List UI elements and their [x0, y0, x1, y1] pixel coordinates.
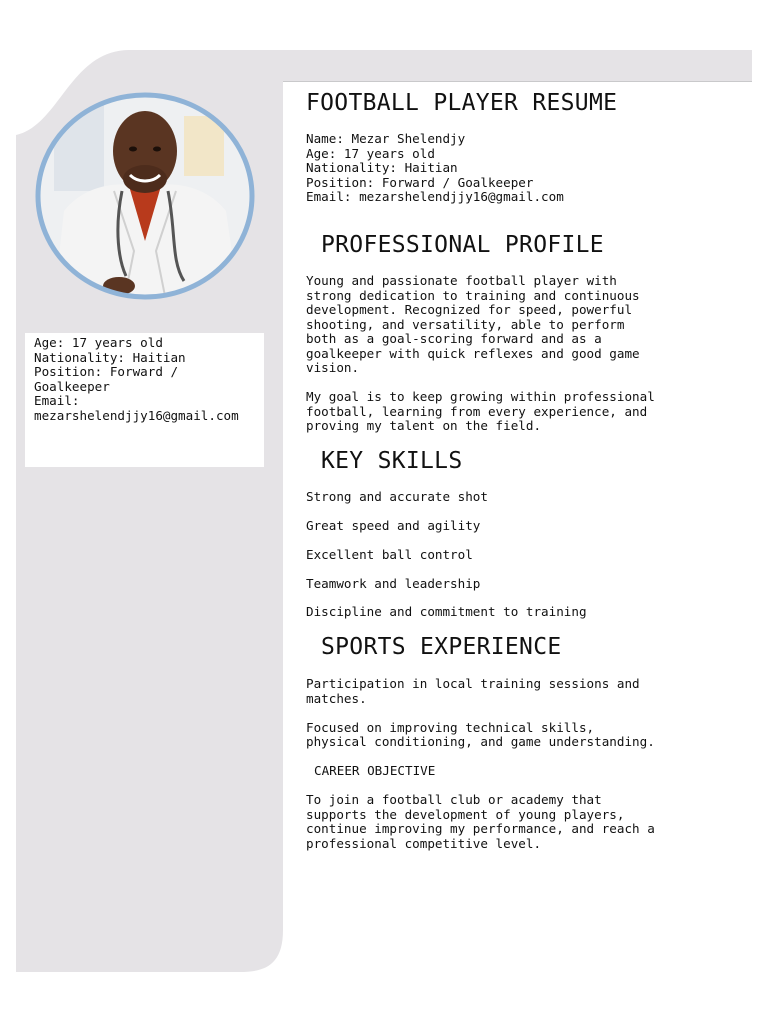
objective-line: To join a football club or academy that	[306, 792, 602, 807]
skill-item: Great speed and agility	[306, 518, 481, 533]
header-rule	[283, 81, 752, 82]
sidebar-info-line: Email:	[34, 393, 80, 408]
detail-line: Position: Forward / Goalkeeper	[306, 174, 534, 190]
detail-line: Name: Mezar Shelendjy	[306, 131, 466, 146]
skill-item: Teamwork and leadership	[306, 575, 481, 591]
sidebar-info-line: Age: 17 years old	[34, 335, 163, 350]
experience-line: Focused on improving technical skills,	[306, 719, 595, 735]
profile-heading: PROFESSIONAL PROFILE	[321, 232, 604, 258]
profile-line: both as a goal-scoring forward and as a	[306, 331, 602, 346]
profile-line: vision.	[306, 360, 360, 375]
profile-line: Young and passionate football player with	[306, 273, 617, 288]
experience-heading: SPORTS EXPERIENCE	[321, 634, 562, 660]
sidebar-info-line: mezarshelendjjy16@gmail.com	[34, 407, 239, 423]
profile-goal-line: football, learning from every experience, and	[306, 403, 648, 419]
profile-photo	[34, 91, 256, 301]
experience-line: Participation in local training sessions and	[306, 676, 640, 691]
detail-line: Email: mezarshelendjjy16@gmail.com	[306, 189, 564, 204]
sidebar-info-line: Nationality: Haitian	[34, 349, 186, 365]
resume-title: FOOTBALL PLAYER RESUME	[306, 90, 618, 116]
sidebar-info-line: Position: Forward /	[34, 364, 179, 379]
skills-heading: KEY SKILLS	[321, 448, 463, 474]
profile-goal-line: proving my talent on the field.	[306, 418, 542, 433]
profile-line: strong dedication to training and continuous	[306, 287, 640, 303]
skill-item: Strong and accurate shot	[306, 489, 488, 504]
profile-line: goalkeeper with quick reflexes and good game	[306, 345, 640, 361]
career-objective-heading: CAREER OBJECTIVE	[314, 763, 436, 778]
experience-line: matches.	[306, 690, 367, 706]
skill-item: Discipline and commitment to training	[306, 604, 587, 619]
profile-goal-line: My goal is to keep growing within professional	[306, 389, 655, 404]
detail-line: Age: 17 years old	[306, 145, 435, 161]
objective-line: supports the development of young players,	[306, 806, 625, 822]
sidebar-info-box	[25, 333, 264, 467]
skill-item: Excellent ball control	[306, 547, 473, 562]
objective-line: continue improving my performance, and reach a	[306, 821, 655, 836]
sidebar-info-line: Goalkeeper	[34, 378, 110, 394]
profile-line: development. Recognized for speed, powerful	[306, 302, 633, 317]
profile-line: shooting, and versatility, able to perform	[306, 316, 625, 332]
experience-line: physical conditioning, and game understanding.	[306, 734, 655, 749]
detail-line: Nationality: Haitian	[306, 160, 458, 175]
objective-line: professional competitive level.	[306, 835, 542, 851]
